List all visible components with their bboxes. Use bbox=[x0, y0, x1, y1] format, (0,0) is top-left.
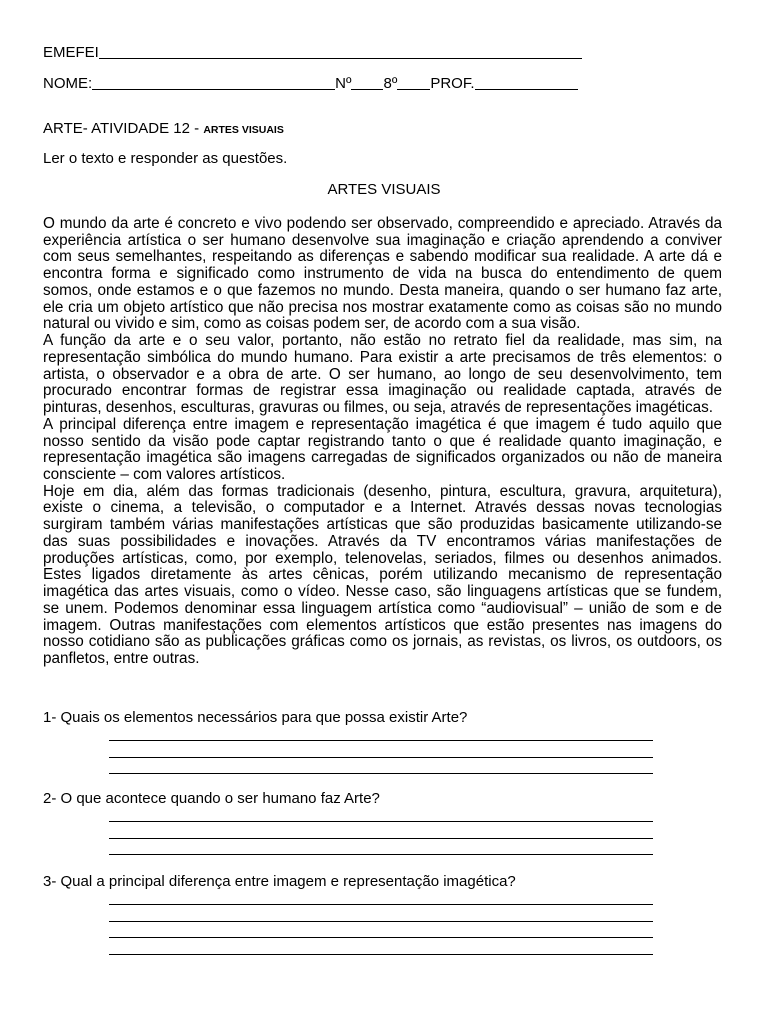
body-line: surgiram também várias manifestações artísticas que são produzidas basicamente utilizando-se bbox=[43, 516, 722, 534]
answer-lines bbox=[109, 821, 653, 871]
body-line: se unem. Podemos denominar essa linguagem artística como “audiovisual” – união de som e de bbox=[43, 599, 722, 617]
question-text: 3- Qual a principal diferença entre imagem e representação imagética? bbox=[43, 873, 516, 890]
body-line: nosso cotidiano são as publicações gráficas como os jornais, as revistas, os livros, os outdoors, os bbox=[43, 633, 722, 651]
question-text: 2- O que acontece quando o ser humano faz Arte? bbox=[43, 790, 380, 807]
activity-label: ARTE- ATIVIDADE 12 - bbox=[43, 120, 200, 137]
body-line: produções artísticas, como, por exemplo, telenovelas, seriados, filmes ou desenhos animados. bbox=[43, 549, 722, 567]
body-line: panfletos, entre outras. bbox=[43, 650, 200, 668]
question-2 bbox=[43, 790, 723, 880]
answer-line bbox=[109, 921, 653, 938]
body-line: representação simbólica do mundo humano. Para existir a arte precisamos de três elementos: o bbox=[43, 348, 722, 366]
body-line: Estes ligados diretamente às artes cênicas, porém utilizando mecanismo de representação bbox=[43, 566, 722, 584]
teacher-label: PROF. bbox=[430, 75, 475, 92]
question-1 bbox=[43, 709, 723, 799]
body-line: artista, o observador e a obra de arte. O ser humano, ao longo de seu desenvolvimento, tem bbox=[43, 365, 722, 383]
body-line: procurado encontrar formas de registrar essa imaginação ou realidade captada, através de bbox=[43, 382, 722, 400]
body-line: ele cria um objeto artístico que não precisa nos mostrar exatamente como as coisas são no mundo bbox=[43, 298, 722, 316]
page-title: ARTES VISUAIS bbox=[327, 181, 441, 198]
name-label: NOME: bbox=[43, 75, 93, 92]
school-label: EMEFEI bbox=[43, 44, 99, 61]
answer-line bbox=[109, 838, 653, 855]
body-text bbox=[43, 216, 722, 668]
student-info-line bbox=[43, 75, 578, 92]
answer-lines bbox=[109, 740, 653, 790]
answer-line bbox=[109, 773, 653, 790]
answer-lines bbox=[109, 904, 653, 970]
teacher-blank bbox=[475, 89, 578, 90]
body-line: nosso sentido da visão pode captar registrando tanto o que é realidade quanto imaginação, e bbox=[43, 432, 722, 450]
body-line: A função da arte e o seu valor, portanto, não estão no retrato fiel da realidade, mas sim, na bbox=[43, 332, 722, 350]
answer-line bbox=[109, 740, 653, 757]
body-line: A principal diferença entre imagem e representação imagética é que imagem é tudo aquilo que bbox=[43, 415, 722, 433]
answer-line bbox=[109, 904, 653, 921]
body-line: existe o cinema, a televisão, o computador e a Internet. Através dessas novas tecnologias bbox=[43, 499, 722, 517]
activity-subject: ARTES VISUAIS bbox=[203, 124, 284, 136]
school-blank bbox=[99, 58, 582, 59]
name-blank bbox=[92, 89, 335, 90]
activity-line bbox=[43, 120, 284, 139]
question-text: 1- Quais os elementos necessários para que possa existir Arte? bbox=[43, 709, 468, 726]
number-label: Nº bbox=[335, 75, 352, 92]
body-line: natural ou vivido e sim, como as coisas podem ser, de acordo com a sua visão. bbox=[43, 315, 581, 333]
body-line: representação imagética são imagens carregadas de significados organizados ou não de maneira bbox=[43, 449, 722, 467]
answer-line bbox=[109, 821, 653, 838]
grade-blank bbox=[397, 89, 430, 90]
body-line: Hoje em dia, além das formas tradicionais (desenho, pintura, escultura, gravura, arquitetura), bbox=[43, 482, 722, 500]
body-line: consciente – com valores artísticos. bbox=[43, 466, 286, 484]
body-line: pinturas, desenhos, esculturas, gravuras ou filmes, ou seja, através de representações imagéticas. bbox=[43, 399, 714, 417]
question-3 bbox=[43, 873, 723, 963]
body-line: imagética das artes visuais, como o vídeo. Nesse caso, são linguagens artísticas que se fundem, bbox=[43, 583, 722, 601]
instruction-text: Ler o texto e responder as questões. bbox=[43, 150, 288, 167]
body-line: encontra forma e significado como instrumento de vida na busca do entendimento de quem bbox=[43, 265, 722, 283]
answer-line bbox=[109, 854, 653, 871]
school-line bbox=[43, 44, 582, 61]
grade-label: 8º bbox=[383, 75, 398, 92]
number-blank bbox=[351, 89, 383, 90]
body-line: imagem. Outras manifestações com elementos artísticos que estão presentes nas imagens do bbox=[43, 616, 722, 634]
body-line: das suas possibilidades e inovações. Através da TV encontramos várias manifestações de bbox=[43, 532, 722, 550]
answer-line bbox=[109, 757, 653, 774]
body-line: com seus semelhantes, respeitando as diferenças e sabendo modificar sua realidade. A arte dá e bbox=[43, 248, 722, 266]
body-line: somos, onde estamos e o que fazemos no mundo. Desta maneira, quando o ser humano faz arte, bbox=[43, 281, 722, 299]
answer-line bbox=[109, 937, 653, 954]
answer-line bbox=[109, 954, 653, 971]
body-line: experiência artística o ser humano desenvolve sua imaginação e criação aprendendo a conviver bbox=[43, 231, 722, 249]
body-line: O mundo da arte é concreto e vivo podendo ser observado, compreendido e apreciado. Através da bbox=[43, 215, 722, 232]
